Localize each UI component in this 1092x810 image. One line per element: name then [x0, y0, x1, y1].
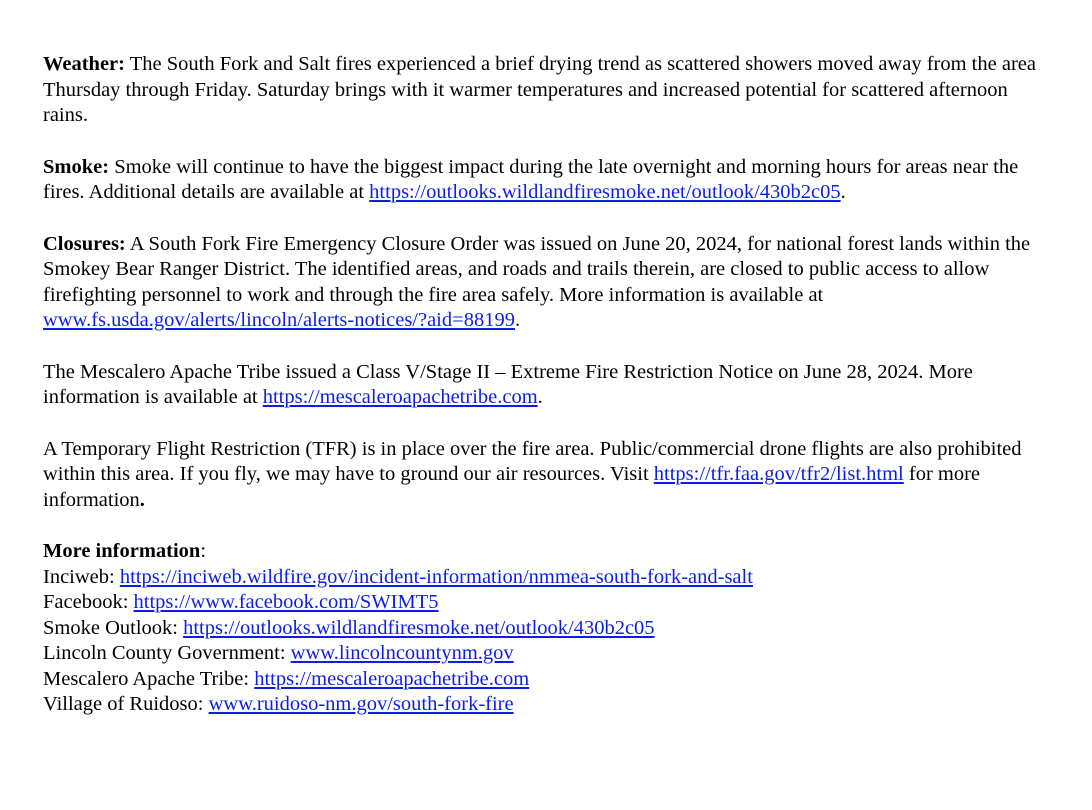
facebook-link[interactable]: https://www.facebook.com/SWIMT5: [133, 591, 439, 613]
info-item-lincoln-county: [43, 641, 1053, 667]
smoke-text: Smoke will continue to have the biggest impact during the late overnight and morning hours for areas near the fires. Additional details are available at: [43, 155, 1019, 203]
mescalero-text: The Mescalero Apache Tribe issued a Class V/Stage II – Extreme Fire Restriction Notice on June 28, 2024. More information is available at: [43, 360, 973, 408]
mescalero-paragraph: [43, 360, 1053, 411]
info-item-ruidoso: [43, 692, 1053, 718]
closures-period: .: [514, 309, 521, 331]
tfr-period: .: [139, 488, 145, 511]
more-information-colon: :: [200, 540, 207, 562]
closures-heading: Closures:: [43, 232, 126, 255]
tfr-paragraph: [43, 437, 1053, 514]
info-item-label: Lincoln County Government:: [43, 642, 291, 664]
closures-paragraph: [43, 232, 1053, 334]
mescalero-link[interactable]: https://mescaleroapachetribe.com: [262, 386, 538, 408]
mescalero-list-link[interactable]: https://mescaleroapachetribe.com: [254, 667, 530, 690]
smoke-period: .: [840, 181, 846, 203]
more-information-heading-line: [43, 539, 1053, 565]
tfr-link[interactable]: https://tfr.faa.gov/tfr2/list.html: [653, 463, 904, 485]
ruidoso-link[interactable]: www.ruidoso-nm.gov/south-fork-fire: [208, 693, 514, 715]
info-item-smoke-outlook: [43, 616, 1053, 642]
mescalero-period: .: [537, 386, 543, 408]
info-item-label: Smoke Outlook:: [43, 616, 184, 639]
info-item-inciweb: [43, 565, 1053, 591]
smoke-outlook-list-link[interactable]: https://outlooks.wildlandfiresmoke.net/outlook/430b2c05: [183, 616, 655, 639]
inciweb-link[interactable]: https://inciweb.wildfire.gov/incident-information/nmmea-south-fork-and-salt: [119, 565, 753, 588]
info-item-mescalero: [43, 667, 1053, 693]
more-information-heading: More information: [43, 540, 201, 562]
closures-text: A South Fork Fire Emergency Closure Order was issued on June 20, 2024, for national forest lands within the Smokey Bear Ranger District. The identified areas, and roads and trails therein, are closed to public access to allow firefighting personnel to work and through the fire area safely. More information is available at: [43, 232, 1031, 306]
smoke-outlook-link[interactable]: https://outlooks.wildlandfiresmoke.net/outlook/430b2c05: [369, 181, 841, 203]
info-item-label: Inciweb:: [43, 565, 120, 588]
info-item-facebook: [43, 590, 1053, 616]
weather-paragraph: [43, 52, 1053, 129]
info-item-label: Facebook:: [43, 591, 134, 613]
tfr-after-text: for more information: [43, 463, 981, 511]
smoke-paragraph: [43, 155, 1053, 206]
more-information-section: [43, 539, 1053, 718]
weather-heading: Weather:: [43, 53, 125, 75]
tfr-text: A Temporary Flight Restriction (TFR) is in place over the fire area. Public/commercial drone flights are also prohibited within this area. If you fly, we may have to ground our air resources. Visit: [43, 437, 1022, 485]
smoke-heading: Smoke:: [43, 155, 110, 178]
lincoln-county-link[interactable]: www.lincolncountynm.gov: [290, 642, 514, 664]
weather-text: The South Fork and Salt fires experienced a brief drying trend as scattered showers moved away from the area Thursday through Friday. Saturday brings with it warmer temperatures and increased potential for scattered afternoon rains.: [43, 53, 1036, 126]
closure-order-link[interactable]: www.fs.usda.gov/alerts/lincoln/alerts-notices/?aid=88199: [43, 309, 515, 331]
info-item-label: Mescalero Apache Tribe:: [43, 667, 255, 690]
document-page: [43, 52, 1053, 718]
info-item-label: Village of Ruidoso:: [43, 693, 209, 715]
